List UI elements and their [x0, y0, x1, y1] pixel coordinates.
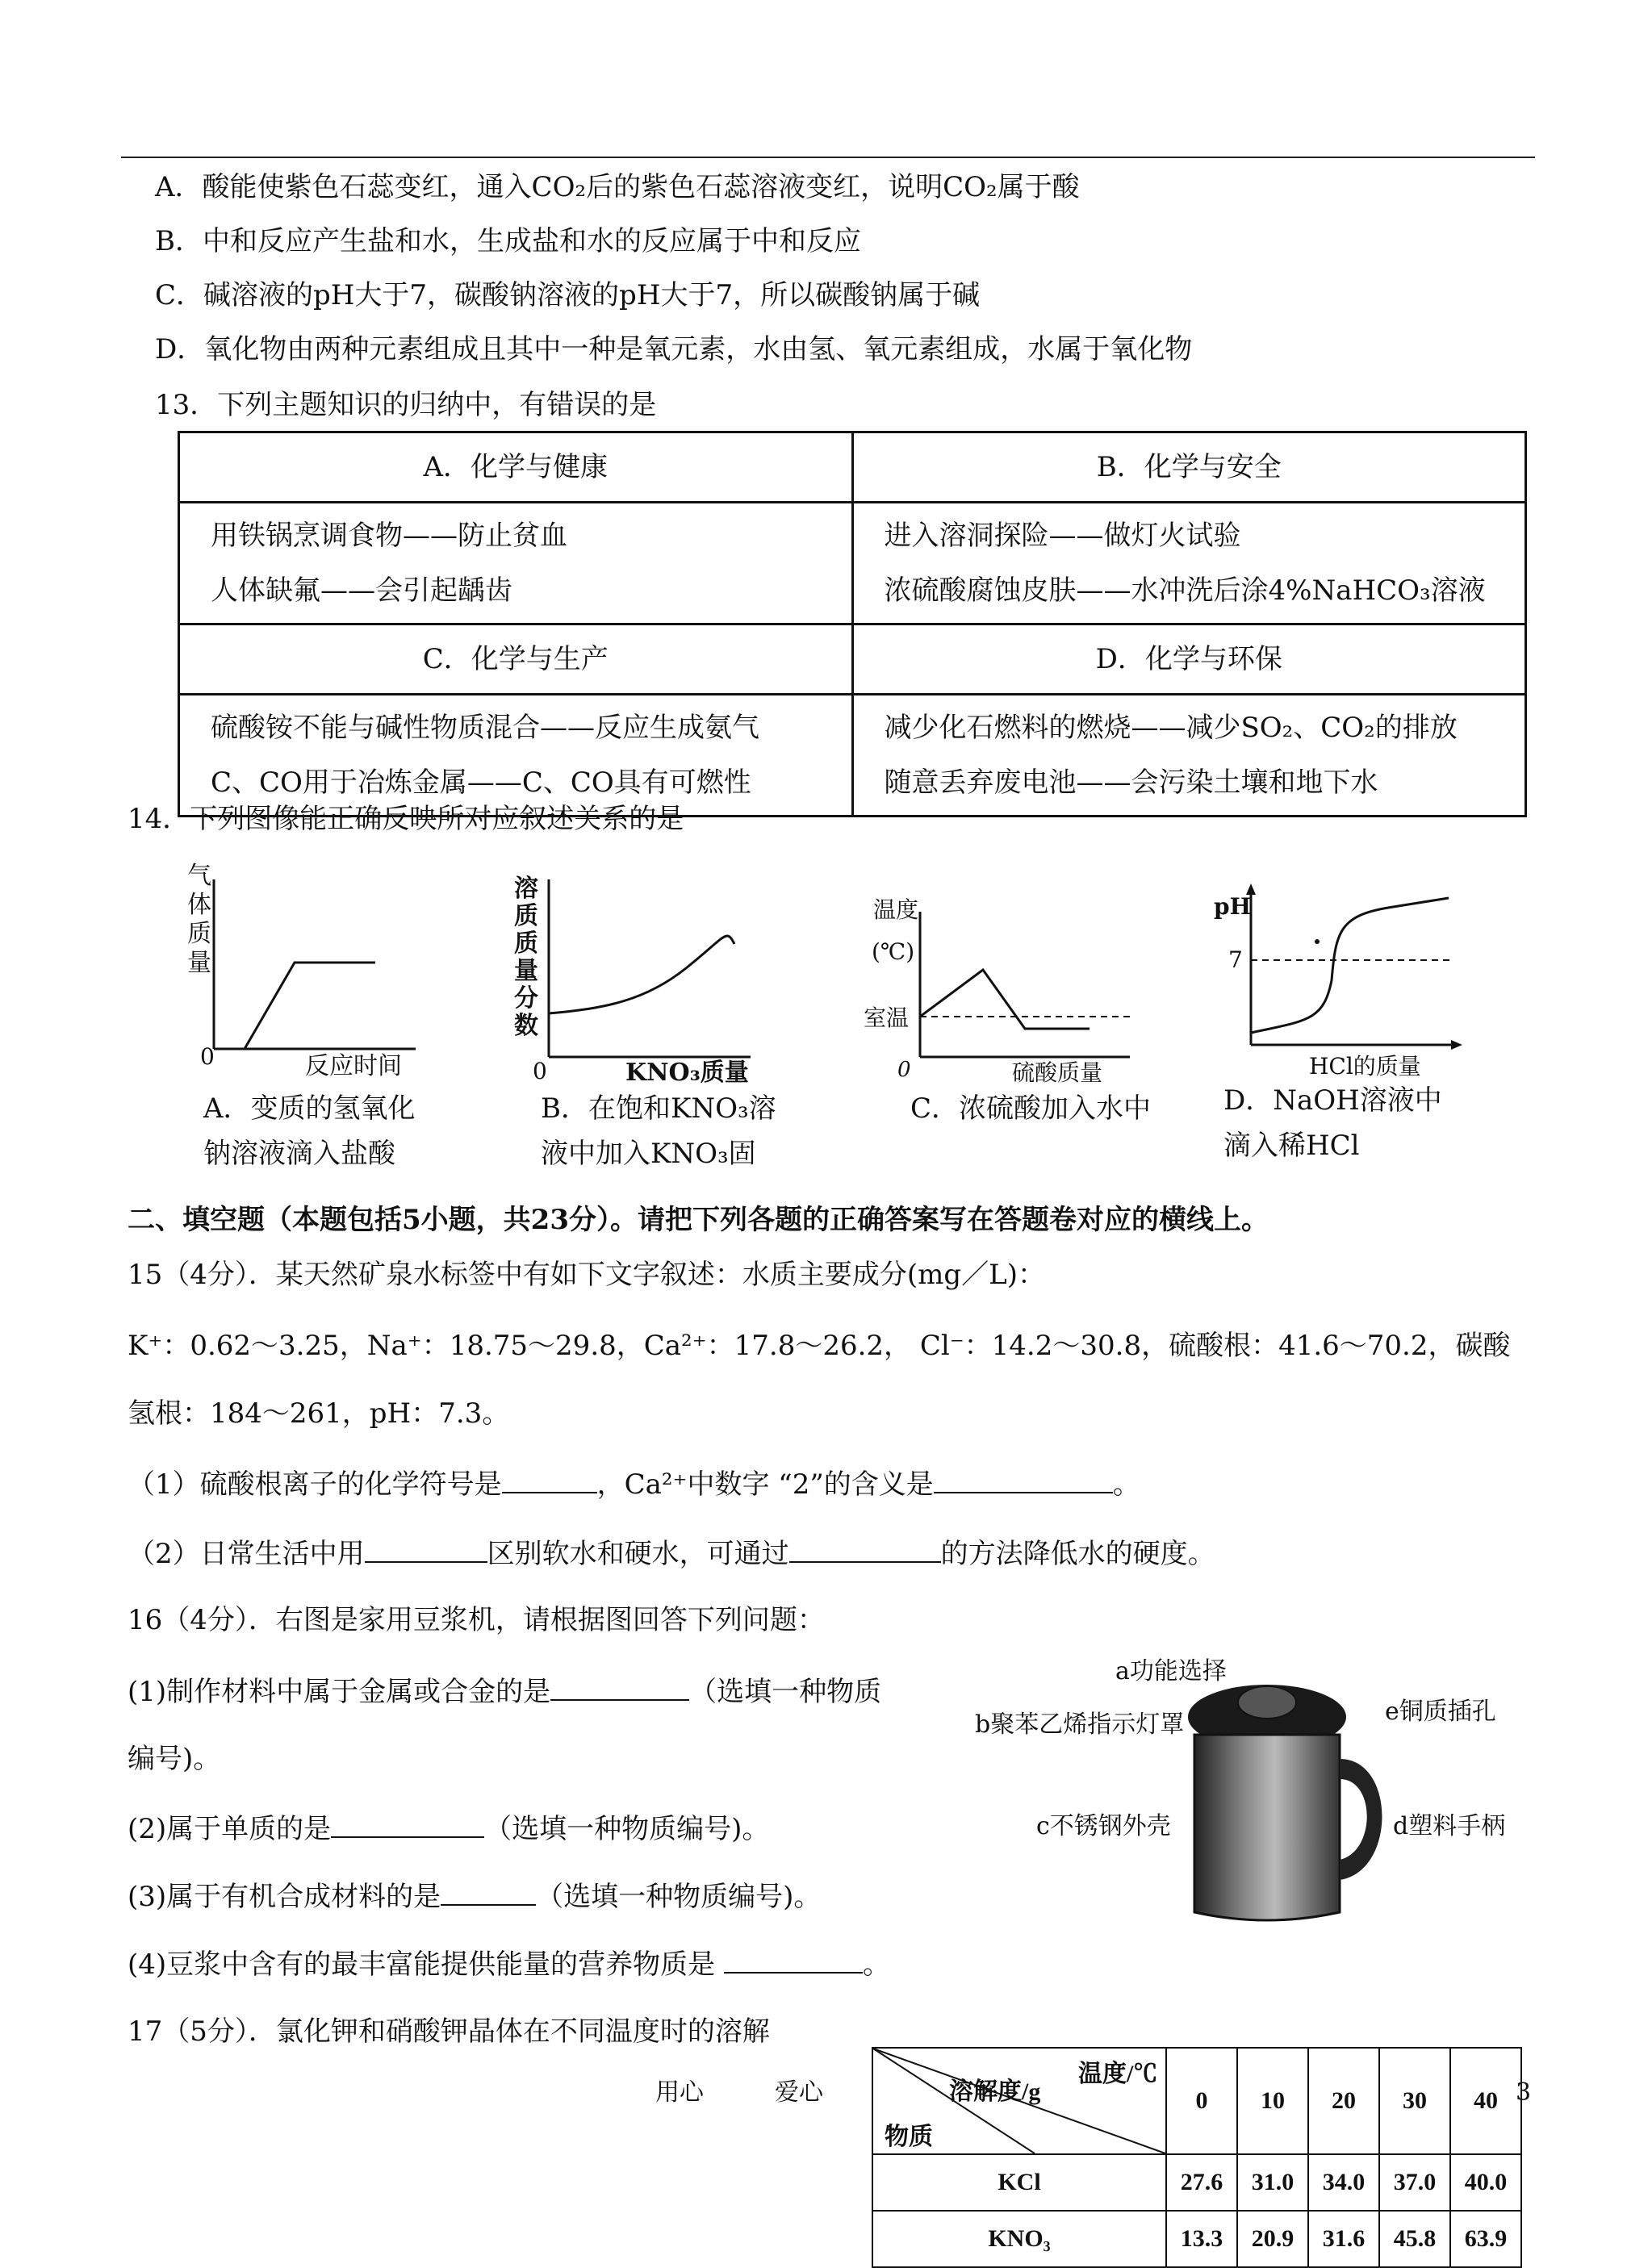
q13-table: [178, 431, 1527, 817]
q16-sub4-b: 。: [862, 1948, 890, 1981]
soymilk-machine-svg: [1178, 1670, 1388, 1936]
q14-stem: 14．下列图像能正确反映所对应叙述关系的是: [128, 803, 684, 835]
label-b: b聚苯乙烯指示灯罩: [975, 1710, 1185, 1739]
footer-right: 爱心: [775, 2078, 823, 2107]
graph-c-svg: [888, 896, 1146, 1081]
q16-sub1-cont: 编号)。: [128, 1743, 221, 1775]
q16-sub2-b: （选填一种物质编号)。: [484, 1813, 770, 1845]
graph-b-curve: [549, 936, 734, 1013]
graph-c-origin: 0: [897, 1058, 911, 1082]
option-d: D．氧化物由两种元素组成且其中一种是氧元素，水由氢、氧元素组成，水属于氧化物: [155, 333, 1193, 365]
graph-b-caption1: B．在饱和KNO₃溶: [541, 1092, 776, 1125]
graph-a-origin: 0: [200, 1043, 215, 1070]
table-cell: 27.6: [1166, 2154, 1237, 2211]
table-cell: 13.3: [1166, 2211, 1237, 2267]
table-corner: [872, 2048, 1166, 2154]
q13-a1: 用铁锅烹调食物——防止贫血: [211, 520, 567, 552]
temp-10: 10: [1237, 2048, 1308, 2154]
graph-d-caption2: 滴入稀HCl: [1223, 1130, 1360, 1162]
graph-c: [888, 896, 1146, 1084]
solubility-table: [872, 2047, 1522, 2268]
label-c: c不锈钢外壳: [1036, 1812, 1171, 1840]
q15-blank-3[interactable]: [365, 1535, 487, 1563]
q13-d1: 减少化石燃料的燃烧——减少SO₂、CO₂的排放: [884, 712, 1458, 744]
q13-head-b: B．化学与安全: [852, 432, 1526, 503]
q13-b1: 进入溶洞探险——做灯火试验: [884, 520, 1241, 552]
table-row: [872, 2211, 1521, 2267]
q16-sub2: [128, 1811, 769, 1845]
q15-part1-c: 。: [1112, 1468, 1140, 1501]
footer-left: 用心: [655, 2078, 704, 2107]
q16-stem: 16（4分）．右图是家用豆浆机，请根据图回答下列问题：: [128, 1604, 825, 1636]
q13-stem: 13．下列主题知识的归纳中，有错误的是: [155, 389, 657, 421]
section-2-title: 二、填空题（本题包括5小题，共23分）。请把下列各题的正确答案写在答题卷对应的横线上。: [128, 1204, 1269, 1236]
q15-blank-1[interactable]: [502, 1466, 597, 1493]
page-number: 3: [1516, 2078, 1532, 2107]
q13-head-d: D．化学与环保: [852, 624, 1526, 695]
q13-c2: C、CO用于冶炼金属——C、CO具有可燃性: [211, 766, 751, 799]
temp-30: 30: [1379, 2048, 1450, 2154]
graph-c-curve: [920, 970, 1090, 1029]
q17-stem: 17（5分）．氯化钾和硝酸钾晶体在不同温度时的溶解: [128, 2015, 770, 2048]
graph-b-xlabel: KNO₃质量: [625, 1059, 749, 1087]
q16-sub2-a: (2)属于单质的是: [128, 1813, 332, 1845]
q15-part2-b: 区别软水和硬水，可通过: [487, 1538, 789, 1570]
q13-c1: 硫酸铵不能与碱性物质混合——反应生成氨气: [211, 712, 759, 744]
q15-part1-b: ，Ca²⁺中数字 “2”的含义是: [596, 1468, 934, 1501]
q15-part2-a: （2）日常生活中用: [128, 1538, 365, 1570]
table-cell: 37.0: [1379, 2154, 1450, 2211]
q15-blank-2[interactable]: [934, 1466, 1113, 1493]
q16-sub1-a: (1)制作材料中属于金属或合金的是: [128, 1676, 551, 1708]
q15-blank-4[interactable]: [789, 1535, 941, 1563]
q16-blank-3[interactable]: [441, 1878, 536, 1906]
label-d: d塑料手柄: [1393, 1812, 1506, 1840]
q13-cell-b: [852, 503, 1526, 624]
option-c: C．碱溶液的pH大于7，碳酸钠溶液的pH大于7，所以碳酸钠属于碱: [155, 279, 981, 311]
corner-temp: 温度/℃: [1078, 2061, 1158, 2087]
q13-cell-a: [179, 503, 853, 624]
label-a: a功能选择: [1115, 1657, 1227, 1685]
table-cell: 20.9: [1237, 2211, 1308, 2267]
q13-d2: 随意丢弃废电池——会污染土壤和地下水: [884, 766, 1378, 799]
graph-a-xlabel: 反应时间: [305, 1052, 402, 1080]
table-cell: 40.0: [1450, 2154, 1521, 2211]
graph-d-xlabel: HCl的质量: [1309, 1053, 1421, 1080]
q16-sub3-a: (3)属于有机合成材料的是: [128, 1881, 441, 1913]
row-name: KCl: [872, 2154, 1166, 2211]
graph-a-caption2: 钠溶液滴入盐酸: [203, 1138, 395, 1170]
q13-head-c: C．化学与生产: [179, 624, 853, 695]
q16-sub4: [128, 1946, 890, 1981]
label-e: e铜质插孔: [1385, 1698, 1496, 1726]
graph-d-curve: [1251, 898, 1449, 1033]
graph-a-ylabel: 气体质量: [187, 862, 211, 977]
graph-c-ylabel2: (℃): [872, 938, 915, 965]
q15-part1: [128, 1466, 1140, 1501]
q15-part2-c: 的方法降低水的硬度。: [940, 1538, 1215, 1570]
q15-stem: 15（4分）．某天然矿泉水标签中有如下文字叙述：水质主要成分(mg／L)：: [128, 1259, 1046, 1291]
row-name: KNO₃: [872, 2211, 1166, 2267]
q15-part1-a: （1）硫酸根离子的化学符号是: [128, 1468, 502, 1501]
table-row: [872, 2154, 1521, 2211]
corner-solubility: 溶解度/g: [949, 2078, 1041, 2105]
graph-a-caption1: A．变质的氢氧化: [203, 1092, 416, 1125]
graph-d-x-arrow: [1451, 1040, 1462, 1050]
table-cell: 45.8: [1379, 2211, 1450, 2267]
q13-b2: 浓硫酸腐蚀皮肤——水冲洗后涂4%NaHCO₃溶液: [884, 574, 1486, 607]
q16-sub3-b: （选填一种物质编号)。: [536, 1881, 822, 1913]
header-rule: [121, 157, 1535, 158]
graph-b: [508, 863, 751, 1076]
temp-40: 40: [1450, 2048, 1521, 2154]
option-a: A．酸能使紫色石蕊变红，通入CO₂后的紫色石蕊溶液变红，说明CO₂属于酸: [155, 171, 1080, 203]
graph-b-svg: [508, 863, 751, 1073]
q13-cell-d: [852, 695, 1526, 817]
graph-c-room-temp: 室温: [864, 1005, 910, 1031]
graph-a-curve: [245, 963, 375, 1049]
q15-part2: [128, 1535, 1215, 1570]
graph-d-caption1: D．NaOH溶液中: [1223, 1084, 1442, 1117]
q15-line1: K⁺：0.62～3.25，Na⁺：18.75～29.8，Ca²⁺：17.8～26.2， Cl⁻：14.2～30.8，硫酸根：41.6～70.2，碳酸: [128, 1330, 1511, 1362]
machine-handle: [1340, 1759, 1382, 1880]
function-knob: [1238, 1686, 1296, 1719]
table-cell: 34.0: [1308, 2154, 1379, 2211]
graph-c-ylabel1: 温度: [873, 896, 919, 923]
graph-d-ph7-label: 7: [1228, 946, 1243, 973]
graph-b-caption2: 液中加入KNO₃固: [541, 1138, 756, 1170]
graph-d-dot: [1315, 939, 1320, 944]
q16-blank-1[interactable]: [550, 1673, 689, 1701]
q16-sub1: [128, 1673, 881, 1708]
table-cell: 31.6: [1308, 2211, 1379, 2267]
graph-c-caption1: C．浓硫酸加入水中: [910, 1092, 1152, 1125]
machine-body: [1194, 1735, 1340, 1920]
graph-d-ylabel: pH: [1214, 893, 1252, 920]
q16-blank-4[interactable]: [724, 1946, 863, 1974]
option-b: B．中和反应产生盐和水，生成盐和水的反应属于中和反应: [155, 225, 861, 257]
q13-a2: 人体缺氟——会引起龋齿: [211, 574, 512, 607]
q13-head-a: A．化学与健康: [179, 432, 853, 503]
q15-line2: 氢根：184～261，pH：7.3。: [128, 1397, 510, 1430]
graph-b-ylabel: 溶质质量分数: [514, 875, 538, 1040]
graph-b-origin: 0: [533, 1058, 547, 1084]
q16-sub1-b: （选填一种物质: [689, 1676, 882, 1708]
table-cell: 63.9: [1450, 2211, 1521, 2267]
temp-20: 20: [1308, 2048, 1379, 2154]
table-cell: 31.0: [1237, 2154, 1308, 2211]
q16-sub4-a: (4)豆浆中含有的最丰富能提供能量的营养物质是: [128, 1948, 716, 1981]
corner-substance: 物质: [885, 2124, 933, 2150]
graph-c-xlabel: 硫酸质量: [1012, 1059, 1103, 1086]
q16-sub3: [128, 1878, 821, 1913]
soymilk-machine-figure: [1178, 1670, 1388, 1940]
temp-0: 0: [1166, 2048, 1237, 2154]
q13-cell-c: [179, 695, 853, 817]
q16-blank-2[interactable]: [331, 1811, 484, 1838]
